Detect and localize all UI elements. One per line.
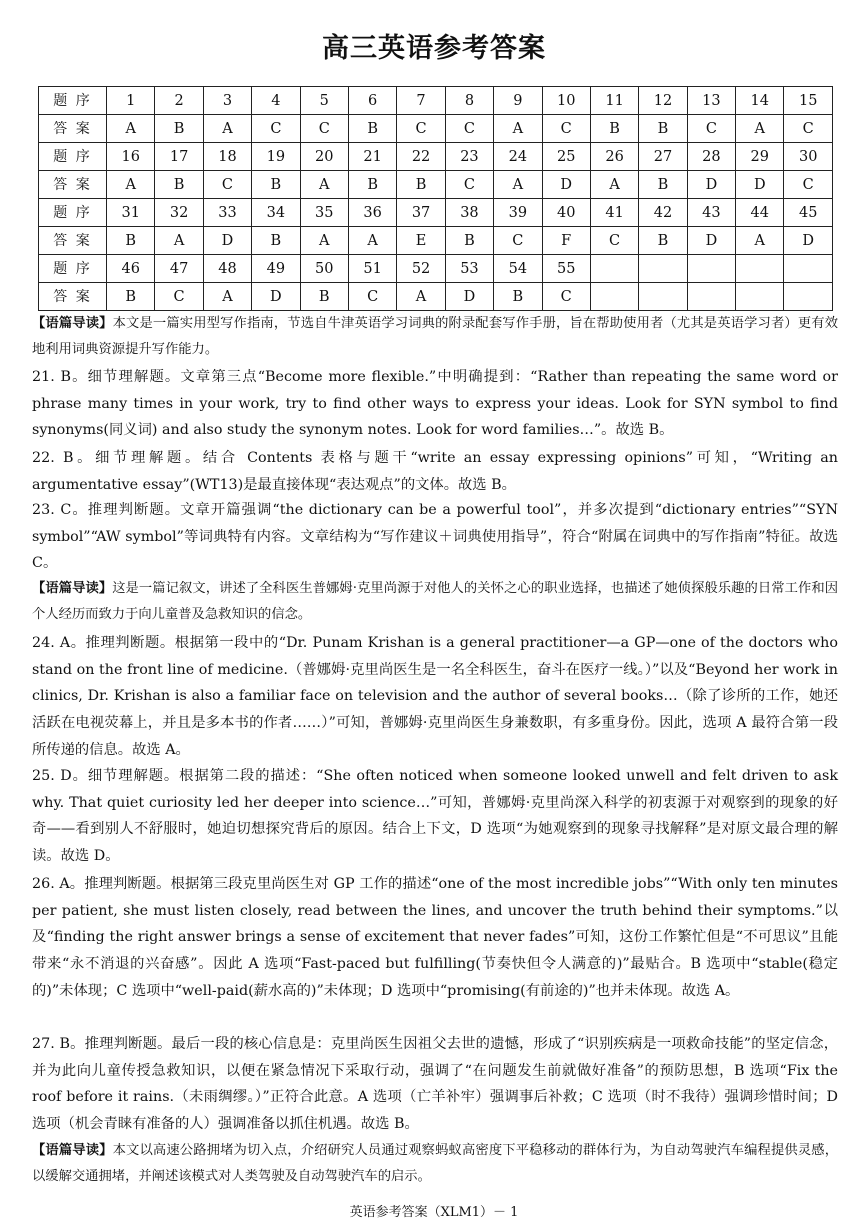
question-number-cell: 3 <box>203 87 251 115</box>
question-number-cell: 10 <box>542 87 590 115</box>
question-number-cell: 32 <box>155 199 203 227</box>
question-number-cell: 34 <box>252 199 300 227</box>
explanation-25: 25. D。细节理解题。根据第二段的描述：“She often noticed when someone looked unwell and felt driven to ask why. That quiet curiosity led her deeper into science…”可知，普娜姆·克里尚深入科学的初衷源于对观察到的现象的好奇——看到别人不舒服时，她迫切想探究背后的原因。结合上下文，D 选项“为她观察到的现象寻找解释”是对原文最合理的解读。故选 D。 <box>32 768 838 865</box>
question-number-cell: 27 <box>639 143 687 171</box>
question-number-cell: 37 <box>397 199 445 227</box>
question-number-cell: 39 <box>494 199 542 227</box>
number-row <box>39 199 833 227</box>
question-number-cell: 44 <box>736 199 784 227</box>
answer-cell: B <box>155 115 203 143</box>
answer-cell: D <box>203 227 251 255</box>
number-row <box>39 143 833 171</box>
answer-cell: A <box>107 115 155 143</box>
answer-cell: B <box>590 115 638 143</box>
answer-cell: B <box>445 227 493 255</box>
question-number-cell: 36 <box>348 199 396 227</box>
question-number-cell: 31 <box>107 199 155 227</box>
answer-cell: C <box>784 171 833 199</box>
question-number-cell: 42 <box>639 199 687 227</box>
row-label-number: 题 序 <box>39 87 107 115</box>
question-number-cell: 48 <box>203 255 251 283</box>
question-number-cell: 20 <box>300 143 348 171</box>
question-number-cell: 4 <box>252 87 300 115</box>
explanation-21: 21. B。细节理解题。文章第三点“Become more flexible.”中明确提到：“Rather than repeating the same word or phrase many times in your work, try to find other ways to express your ideas. Look for SYN symbol to find synonyms(同义词) and also study the synonym notes. Look for word families…”。故选 B。 <box>32 369 838 439</box>
answer-cell: C <box>445 115 493 143</box>
answer-cell: B <box>107 283 155 311</box>
answer-row <box>39 115 833 143</box>
answer-cell: A <box>494 171 542 199</box>
answer-cell: D <box>252 283 300 311</box>
answer-cell: A <box>494 115 542 143</box>
explanation-26: 26. A。推理判断题。根据第三段克里尚医生对 GP 工作的描述“one of the most incredible jobs”“With only ten minutes per patient, she must listen closely, read between the lines, and uncover the truth behind their symptoms.”以及“finding the right answer brings a sense of excitement that never fades”可知，这份工作繁忙但是“不可思议”且能带来“永不消退的兴奋感”。因此 A 选项“Fast-paced but fulfilling(节奏快但令人满意的)”最贴合。B 选项中“stable(稳定的)”未体现；C 选项中“well-paid(薪水高的)”未体现；D 选项中“promising(有前途的)”也并未体现。故选 A。 <box>32 876 838 999</box>
question-number-cell: 49 <box>252 255 300 283</box>
answer-cell: B <box>639 171 687 199</box>
row-label-answer: 答 案 <box>39 227 107 255</box>
answer-cell: A <box>155 227 203 255</box>
question-number-cell: 25 <box>542 143 590 171</box>
answer-cell: B <box>252 227 300 255</box>
row-label-answer: 答 案 <box>39 283 107 311</box>
answer-table <box>38 86 833 311</box>
question-number-cell: 2 <box>155 87 203 115</box>
question-number-cell: 35 <box>300 199 348 227</box>
guide-text: 本文以高速公路拥堵为切入点，介绍研究人员通过观察蚂蚁高密度下平稳移动的群体行为，为自动驾驶汽车编程提供灵感，以缓解交通拥堵，并阐述该模式对人类驾驶及自动驾驶汽车的启示。 <box>32 1143 839 1184</box>
answer-cell: C <box>203 171 251 199</box>
question-number-cell: 47 <box>155 255 203 283</box>
question-number-cell: 46 <box>107 255 155 283</box>
question-number-cell: 33 <box>203 199 251 227</box>
answer-cell <box>736 283 784 311</box>
answer-cell: C <box>155 283 203 311</box>
answer-row <box>39 227 833 255</box>
question-number-cell: 5 <box>300 87 348 115</box>
passage-guide-2 <box>32 576 838 628</box>
answer-cell <box>590 283 638 311</box>
answer-cell: B <box>639 115 687 143</box>
answer-cell: B <box>348 115 396 143</box>
explanation-27: 27. B。推理判断题。最后一段的核心信息是：克里尚医生因祖父去世的遗憾，形成了“识别疾病是一项救命技能”的坚定信念，并为此向儿童传授急救知识，以便在紧急情况下采取行动，强调了“在问题发生前就做好准备”的预防思想，B 选项“Fix the roof before it rains.（未雨绸缪。）”正符合此意。A 选项（亡羊补牢）强调事后补救；C 选项（时不我待）强调珍惜时间；D 选项（机会青睐有准备的人）强调准备以抓住机遇。故选 B。 <box>32 1036 838 1133</box>
answer-cell: A <box>397 283 445 311</box>
row-label-number: 题 序 <box>39 199 107 227</box>
question-number-cell: 50 <box>300 255 348 283</box>
answer-cell: A <box>203 283 251 311</box>
question-number-cell: 45 <box>784 199 833 227</box>
question-number-cell <box>639 255 687 283</box>
answer-cell: E <box>397 227 445 255</box>
answer-cell: D <box>687 171 735 199</box>
row-label-answer: 答 案 <box>39 115 107 143</box>
answer-cell: D <box>784 227 833 255</box>
number-row <box>39 87 833 115</box>
question-number-cell: 18 <box>203 143 251 171</box>
guide-tag: 【语篇导读】 <box>32 581 113 596</box>
question-number-cell: 7 <box>397 87 445 115</box>
passage-guide-1 <box>32 311 838 363</box>
answer-cell: B <box>107 227 155 255</box>
question-number-cell: 41 <box>590 199 638 227</box>
question-number-cell: 13 <box>687 87 735 115</box>
answer-cell: A <box>203 115 251 143</box>
guide-text: 本文是一篇实用型写作指南，节选自牛津英语学习词典的附录配套写作手册，旨在帮助使用者（尤其是英语学习者）更有效地利用词典资源提升写作能力。 <box>32 316 839 357</box>
answer-cell: B <box>155 171 203 199</box>
question-number-cell: 1 <box>107 87 155 115</box>
guide-tag: 【语篇导读】 <box>32 1143 113 1158</box>
answer-cell: D <box>445 283 493 311</box>
answer-cell: C <box>494 227 542 255</box>
question-number-cell: 11 <box>590 87 638 115</box>
question-number-cell <box>784 255 833 283</box>
question-number-cell: 23 <box>445 143 493 171</box>
answer-row <box>39 171 833 199</box>
answer-cell <box>784 283 833 311</box>
question-number-cell <box>590 255 638 283</box>
question-number-cell: 28 <box>687 143 735 171</box>
answer-cell: C <box>784 115 833 143</box>
answer-cell: A <box>736 115 784 143</box>
question-number-cell: 51 <box>348 255 396 283</box>
question-number-cell: 21 <box>348 143 396 171</box>
question-number-cell: 24 <box>494 143 542 171</box>
question-number-cell: 40 <box>542 199 590 227</box>
answer-cell: F <box>542 227 590 255</box>
answer-cell: C <box>687 115 735 143</box>
row-label-number: 题 序 <box>39 255 107 283</box>
question-number-cell: 30 <box>784 143 833 171</box>
answer-cell: C <box>542 115 590 143</box>
answer-cell: A <box>736 227 784 255</box>
guide-tag: 【语篇导读】 <box>32 316 113 331</box>
question-number-cell: 29 <box>736 143 784 171</box>
answer-cell: B <box>252 171 300 199</box>
answer-cell: A <box>348 227 396 255</box>
answer-cell: C <box>252 115 300 143</box>
question-number-cell: 43 <box>687 199 735 227</box>
answer-cell: C <box>397 115 445 143</box>
question-number-cell: 22 <box>397 143 445 171</box>
question-number-cell: 55 <box>542 255 590 283</box>
answer-cell <box>639 283 687 311</box>
row-label-answer: 答 案 <box>39 171 107 199</box>
explanation-24: 24. A。推理判断题。根据第一段中的“Dr. Punam Krishan is a general practitioner—a GP—one of the doctors who stand on the front line of medicine.（普娜姆·克里尚医生是一名全科医生，奋斗在医疗一线。）”以及“Beyond her work in clinics, Dr. Krishan is also a familiar face on television and the author of several books…（除了诊所的工作，她还活跃在电视荧幕上，并且是多本书的作者……）”可知，普娜姆·克里尚医生身兼数职，有多重身份。因此，选项 A 最符合第一段所传递的信息。故选 A。 <box>32 635 838 758</box>
question-number-cell: 26 <box>590 143 638 171</box>
question-number-cell: 15 <box>784 87 833 115</box>
answer-cell: D <box>736 171 784 199</box>
answer-cell: D <box>542 171 590 199</box>
question-number-cell: 17 <box>155 143 203 171</box>
question-number-cell: 12 <box>639 87 687 115</box>
question-number-cell: 52 <box>397 255 445 283</box>
answer-cell: A <box>107 171 155 199</box>
answer-cell: C <box>300 115 348 143</box>
answer-cell: C <box>590 227 638 255</box>
answer-cell: C <box>542 283 590 311</box>
answer-cell: A <box>300 227 348 255</box>
answer-cell: B <box>300 283 348 311</box>
question-number-cell: 38 <box>445 199 493 227</box>
question-number-cell: 53 <box>445 255 493 283</box>
answer-cell: A <box>300 171 348 199</box>
answer-cell <box>687 283 735 311</box>
explanation-23: 23. C。推理判断题。文章开篇强调“the dictionary can be a powerful tool”，并多次提到“dictionary entries”“SYN symbol”“AW symbol”等词典特有内容。文章结构为“写作建议＋词典使用指导”，符合“附属在词典中的写作指南”特征。故选 C。 <box>32 502 838 572</box>
page-title: 高三英语参考答案 <box>322 33 546 64</box>
row-label-number: 题 序 <box>39 143 107 171</box>
answer-cell: D <box>687 227 735 255</box>
number-row <box>39 255 833 283</box>
page-footer: 英语参考答案（XLM1）－ 1 <box>349 1205 519 1220</box>
answer-cell: B <box>639 227 687 255</box>
question-number-cell: 54 <box>494 255 542 283</box>
question-number-cell <box>687 255 735 283</box>
question-number-cell: 9 <box>494 87 542 115</box>
question-number-cell <box>736 255 784 283</box>
answer-cell: B <box>494 283 542 311</box>
answer-cell: B <box>397 171 445 199</box>
answer-cell: A <box>590 171 638 199</box>
question-number-cell: 19 <box>252 143 300 171</box>
answer-cell: B <box>348 171 396 199</box>
answer-row <box>39 283 833 311</box>
answer-cell: C <box>348 283 396 311</box>
question-number-cell: 16 <box>107 143 155 171</box>
question-number-cell: 6 <box>348 87 396 115</box>
explanation-22: 22. B。细节理解题。结合 Contents 表格与题干“write an essay expressing opinions”可知，“Writing an argumentative essay”(WT13)是最直接体现“表达观点”的文体。故选 B。 <box>32 450 838 493</box>
question-number-cell: 8 <box>445 87 493 115</box>
guide-text: 这是一篇记叙文，讲述了全科医生普娜姆·克里尚源于对他人的关怀之心的职业选择，也描述了她侦探般乐趣的日常工作和因个人经历而致力于向儿童普及急救知识的信念。 <box>32 581 839 622</box>
passage-guide-3 <box>32 1138 838 1190</box>
question-number-cell: 14 <box>736 87 784 115</box>
answer-cell: C <box>445 171 493 199</box>
